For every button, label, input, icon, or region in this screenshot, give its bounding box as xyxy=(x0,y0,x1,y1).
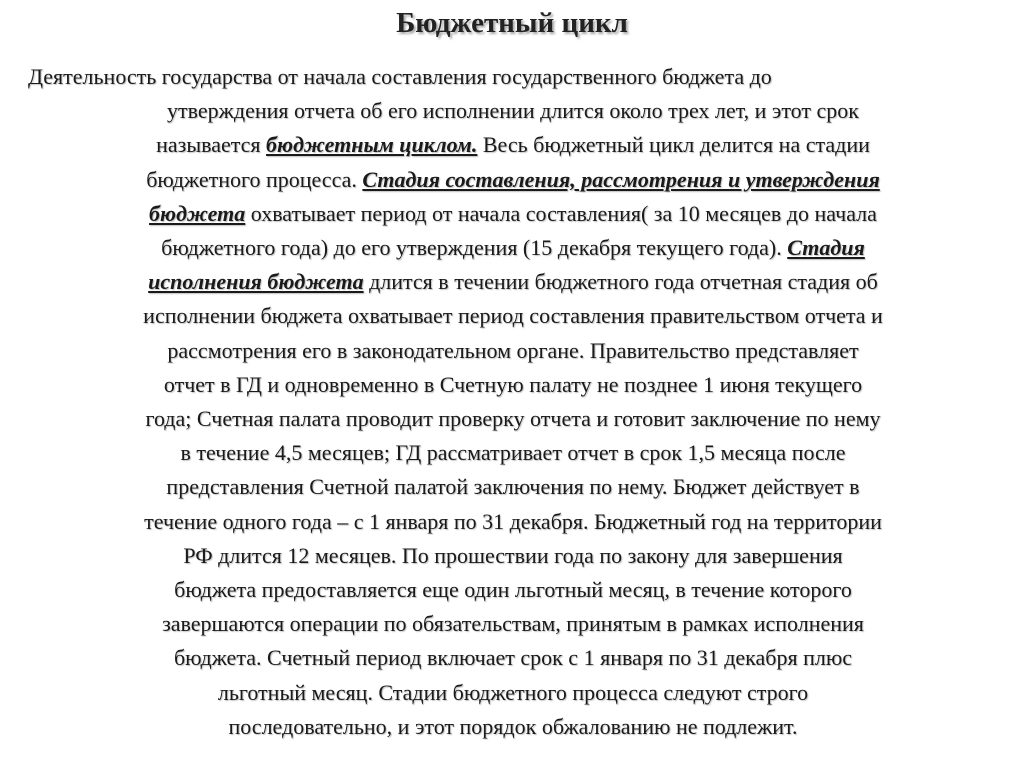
text-line xyxy=(28,163,998,197)
text-line: в течение 4,5 месяцев; ГД рассматривает отчет в срок 1,5 месяца после xyxy=(180,440,846,466)
emphasized-term: Стадия составления, рассмотрения и утверждения xyxy=(362,166,880,192)
slide-title: Бюджетный цикл xyxy=(396,7,628,39)
emphasized-term: бюджетным циклом. xyxy=(266,132,478,158)
text-line xyxy=(28,265,998,299)
text-line: представления Счетной палатой заключения по нему. Бюджет действует в xyxy=(166,474,860,500)
text-segment: бюджетного процесса. xyxy=(146,166,363,192)
text-segment: бюджетного года) до его утверждения (15 декабря текущего года). xyxy=(161,235,788,261)
emphasized-term: Стадия xyxy=(787,235,865,261)
text-line: года; Счетная палата проводит проверку отчета и готовит заключение по нему xyxy=(145,406,881,432)
text-line xyxy=(28,231,998,265)
text-line: исполнении бюджета охватывает период составления правительством отчета и xyxy=(143,303,883,329)
text-line: бюджета. Счетный период включает срок с 1 января по 31 декабря плюс xyxy=(173,645,853,671)
emphasized-term: бюджета xyxy=(149,200,246,226)
text-line: бюджета предоставляется еще один льготный месяц, в течение которого xyxy=(174,577,852,603)
text-line xyxy=(28,128,998,162)
text-line: течение одного года – с 1 января по 31 декабря. Бюджетный год на территории xyxy=(144,508,882,534)
text-line: льготный месяц. Стадии бюджетного процесса следуют строго xyxy=(217,679,809,705)
body-paragraph xyxy=(28,60,998,744)
emphasized-term: исполнения бюджета xyxy=(148,269,364,295)
text-line: рассмотрения его в законодательном органе. Правительство представляет xyxy=(167,337,859,363)
text-line: последовательно, и этот порядок обжалованию не подлежит. xyxy=(228,713,798,739)
text-line: Деятельность государства от начала составления государственного бюджета до xyxy=(28,64,772,89)
text-line: РФ длится 12 месяцев. По прошествии года по закону для завершения xyxy=(183,542,843,568)
text-segment: называется xyxy=(156,132,267,158)
text-segment: охватывает период от начала составления( за 10 месяцев до начала xyxy=(245,200,877,226)
text-segment: длится в течении бюджетного года отчетная стадия об xyxy=(363,269,878,295)
text-line: завершаются операции по обязательствам, принятым в рамках исполнения xyxy=(162,611,864,637)
text-line: утверждения отчета об его исполнении длится около трех лет, и этот срок xyxy=(167,98,859,124)
text-segment: Весь бюджетный цикл делится на стадии xyxy=(477,132,870,158)
text-line xyxy=(28,197,998,231)
text-line: отчет в ГД и одновременно в Счетную палату не позднее 1 июня текущего xyxy=(163,371,863,397)
